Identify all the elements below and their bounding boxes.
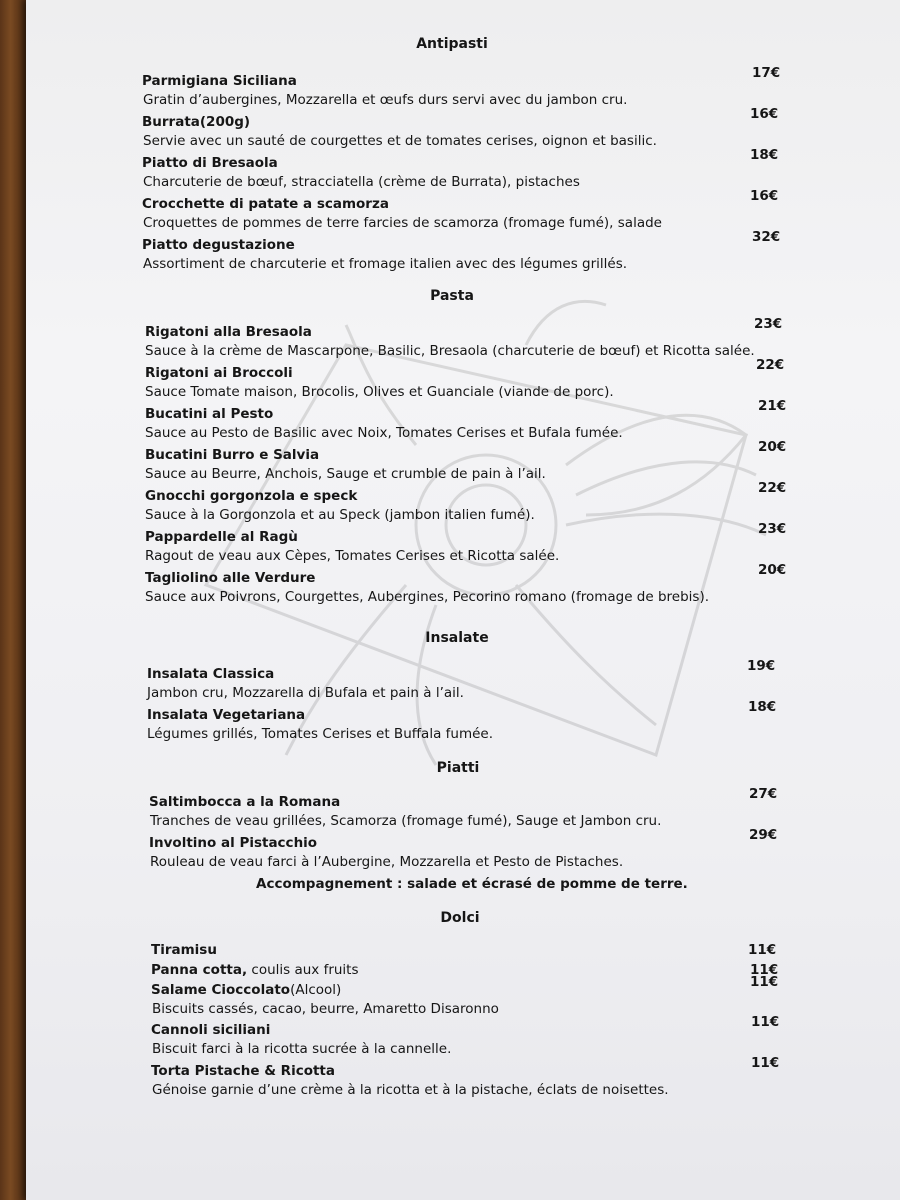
dish-price: 19€ — [747, 658, 776, 674]
section-note: Accompagnement : salade et écrasé de pomme de terre. — [256, 876, 688, 892]
dish-price: 17€ — [752, 65, 781, 81]
dish-name — [145, 324, 312, 340]
dish-name-text: Crocchette di patate a scamorza — [142, 196, 389, 212]
dish-price: 20€ — [758, 562, 787, 578]
dish-price: 22€ — [756, 357, 785, 373]
dish-name — [149, 835, 317, 851]
dish-description: Biscuit farci à la ricotta sucrée à la cannelle. — [152, 1041, 452, 1057]
dish-name-text: Pappardelle al Ragù — [145, 529, 298, 545]
dish-price: 11€ — [751, 1014, 780, 1030]
section-title: Piatti — [436, 760, 480, 776]
dish-price: 23€ — [758, 521, 787, 537]
dish-description: Tranches de veau grillées, Scamorza (fromage fumé), Sauge et Jambon cru. — [150, 813, 662, 829]
dish-name — [142, 237, 295, 253]
dish-name-text: Insalata Classica — [147, 666, 275, 682]
dish-name-suffix: (Alcool) — [290, 982, 342, 998]
dish-name-text: Tagliolino alle Verdure — [145, 570, 316, 586]
dish-price: 21€ — [758, 398, 787, 414]
section-title: Dolci — [440, 910, 480, 926]
dish-price: 11€ — [750, 962, 779, 978]
dish-name — [145, 529, 298, 545]
dish-name-text: Salame Cioccolato — [151, 982, 291, 998]
dish-description: Légumes grillés, Tomates Cerises et Buffala fumée. — [147, 726, 494, 742]
dish-name — [149, 794, 340, 810]
dish-price: 32€ — [752, 229, 781, 245]
dish-name-text: Bucatini Burro e Salvia — [145, 447, 320, 463]
dish-name — [142, 155, 278, 171]
dish-description: Gratin d’aubergines, Mozzarella et œufs durs servi avec du jambon cru. — [143, 92, 628, 108]
section-title: Antipasti — [416, 36, 488, 52]
dish-name — [151, 1022, 270, 1038]
wooden-frame-edge — [0, 0, 26, 1200]
dish-name-text: Piatto degustazione — [142, 237, 295, 253]
dish-description: Sauce au Pesto de Basilic avec Noix, Tomates Cerises et Bufala fumée. — [145, 425, 623, 441]
dish-description: Jambon cru, Mozzarella di Bufala et pain à l’ail. — [147, 685, 464, 701]
dish-name-text: Parmigiana Siciliana — [142, 73, 297, 89]
dish-description: Sauce à la crème de Mascarpone, Basilic, Bresaola (charcuterie de bœuf) et Ricotta salée. — [145, 343, 755, 359]
dish-name — [145, 570, 315, 586]
dish-name-text: Tiramisu — [151, 942, 217, 958]
dish-name-text: Cannoli siciliani — [151, 1022, 271, 1038]
dish-description: Sauce Tomate maison, Brocolis, Olives et Guanciale (viande de porc). — [145, 384, 614, 400]
dish-name-text: Insalata Vegetariana — [147, 707, 306, 723]
dish-name — [145, 365, 293, 381]
dish-description: Génoise garnie d’une crème à la ricotta et à la pistache, éclats de noisettes. — [152, 1082, 669, 1098]
dish-description: Sauce aux Poivrons, Courgettes, Aubergines, Pecorino romano (fromage de brebis). — [145, 589, 710, 605]
dish-name — [145, 447, 319, 463]
dish-name-text: Panna cotta, — [151, 962, 248, 978]
dish-name — [142, 196, 389, 212]
dish-description: Assortiment de charcuterie et fromage italien avec des légumes grillés. — [143, 256, 628, 272]
dish-price: 11€ — [751, 1055, 780, 1071]
dish-name — [151, 962, 359, 978]
dish-description: Rouleau de veau farci à l’Aubergine, Mozzarella et Pesto de Pistaches. — [150, 854, 624, 870]
dish-description: Biscuits cassés, cacao, beurre, Amaretto Disaronno — [152, 1001, 499, 1017]
dish-price: 18€ — [750, 147, 779, 163]
dish-price: 29€ — [749, 827, 778, 843]
dish-name-text: Torta Pistache & Ricotta — [151, 1063, 335, 1079]
dish-name-text: Involtino al Pistacchio — [149, 835, 318, 851]
dish-price: 18€ — [748, 699, 777, 715]
dish-name — [145, 406, 273, 422]
dish-name — [145, 488, 357, 504]
dish-name — [147, 666, 274, 682]
dish-description: Croquettes de pommes de terre farcies de scamorza (fromage fumé), salade — [143, 215, 662, 231]
dish-name-text: Bucatini al Pesto — [145, 406, 274, 422]
section-title: Insalate — [425, 630, 489, 646]
dish-price: 11€ — [750, 974, 779, 990]
dish-price: 22€ — [758, 480, 787, 496]
dish-name — [151, 1063, 335, 1079]
dish-name — [147, 707, 305, 723]
dish-price: 20€ — [758, 439, 787, 455]
dish-description: Sauce au Beurre, Anchois, Sauge et crumble de pain à l’ail. — [145, 466, 546, 482]
dish-description: Charcuterie de bœuf, stracciatella (crème de Burrata), pistaches — [143, 174, 580, 190]
dish-description: Ragout de veau aux Cèpes, Tomates Cerises et Ricotta salée. — [145, 548, 560, 564]
menu-page — [26, 0, 900, 1200]
dish-name-text: Gnocchi gorgonzola e speck — [145, 488, 358, 504]
dish-name-text: Rigatoni ai Broccoli — [145, 365, 293, 381]
dish-name — [142, 73, 297, 89]
dish-price: 27€ — [749, 786, 778, 802]
dish-name-text: Saltimbocca a la Romana — [149, 794, 341, 810]
dish-description: Sauce à la Gorgonzola et au Speck (jambon italien fumé). — [145, 507, 535, 523]
dish-price: 16€ — [750, 106, 779, 122]
dish-price: 11€ — [748, 942, 777, 958]
section-title: Pasta — [430, 288, 474, 304]
dish-price: 16€ — [750, 188, 779, 204]
dish-description: Servie avec un sauté de courgettes et de tomates cerises, oignon et basilic. — [143, 133, 657, 149]
dish-name-text: Burrata(200g) — [142, 114, 251, 130]
dish-name — [142, 114, 250, 130]
dish-price: 23€ — [754, 316, 783, 332]
dish-name-suffix: coulis aux fruits — [247, 962, 359, 978]
dish-name-text: Piatto di Bresaola — [142, 155, 278, 171]
dish-name — [151, 982, 341, 998]
dish-name-text: Rigatoni alla Bresaola — [145, 324, 312, 340]
dish-name — [151, 942, 217, 958]
